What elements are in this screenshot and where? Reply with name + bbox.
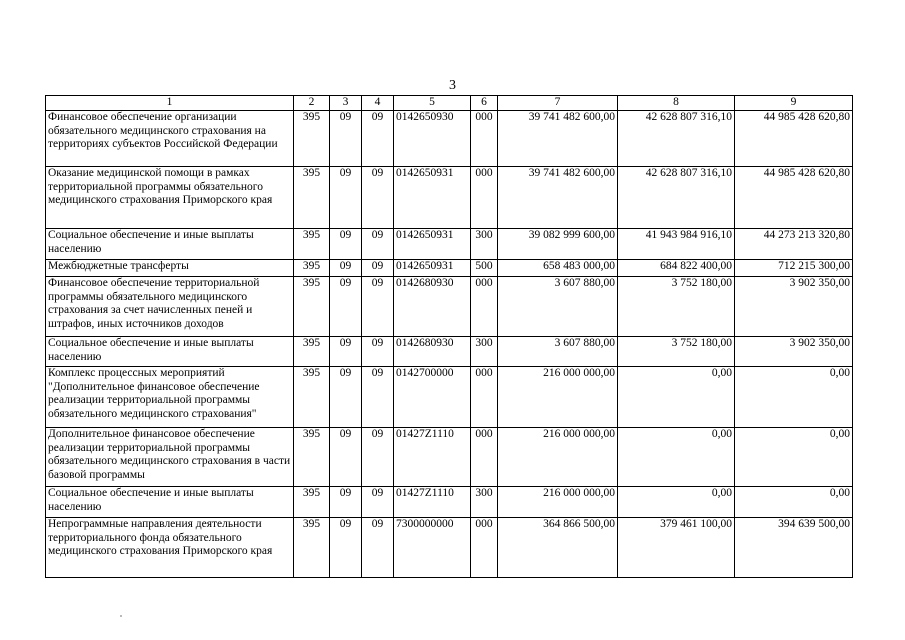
- row-amount-9: 3 902 350,00: [735, 277, 853, 337]
- row-amount-7: 3 607 880,00: [498, 277, 618, 337]
- table-row: [46, 487, 853, 518]
- header-cell: 6: [471, 96, 498, 111]
- row-code-2: 395: [294, 167, 330, 229]
- row-code-2: 395: [294, 260, 330, 277]
- row-code-4: 09: [362, 487, 394, 518]
- row-code-4: 09: [362, 277, 394, 337]
- row-code-2: 395: [294, 367, 330, 428]
- row-code-3: 09: [330, 367, 362, 428]
- row-code-3: 09: [330, 428, 362, 487]
- row-code-2: 395: [294, 487, 330, 518]
- row-code-2: 395: [294, 428, 330, 487]
- table-row: [46, 337, 853, 367]
- row-code-2: 395: [294, 111, 330, 167]
- header-cell: 3: [330, 96, 362, 111]
- row-code-4: 09: [362, 260, 394, 277]
- row-code-3: 09: [330, 229, 362, 260]
- row-code-4: 09: [362, 229, 394, 260]
- scan-speck: [120, 615, 122, 617]
- row-code-6: 000: [471, 367, 498, 428]
- row-name: Оказание медицинской помощи в рамках территориальной программы обязательного медицинского страхования Приморского края: [46, 167, 294, 229]
- row-amount-9: 44 985 428 620,80: [735, 111, 853, 167]
- row-amount-7: 39 082 999 600,00: [498, 229, 618, 260]
- row-code-5: 01427Z1110: [394, 487, 471, 518]
- row-amount-8: 0,00: [618, 367, 735, 428]
- table-row: [46, 428, 853, 487]
- row-name: Дополнительное финансовое обеспечение реализации территориальной программы обязательного медицинского страхования в части базовой программы: [46, 428, 294, 487]
- row-code-3: 09: [330, 277, 362, 337]
- row-code-6: 000: [471, 111, 498, 167]
- row-amount-9: 0,00: [735, 367, 853, 428]
- row-amount-9: 44 273 213 320,80: [735, 229, 853, 260]
- table-row: [46, 518, 853, 578]
- row-code-6: 000: [471, 518, 498, 578]
- row-code-2: 395: [294, 277, 330, 337]
- header-row: [46, 96, 853, 111]
- row-name: Социальное обеспечение и иные выплаты населению: [46, 487, 294, 518]
- row-code-5: 0142650931: [394, 229, 471, 260]
- row-amount-7: 216 000 000,00: [498, 487, 618, 518]
- header-cell: 1: [46, 96, 294, 111]
- row-code-5: 0142650931: [394, 167, 471, 229]
- row-code-4: 09: [362, 337, 394, 367]
- budget-table: [45, 95, 853, 578]
- row-amount-7: 39 741 482 600,00: [498, 167, 618, 229]
- row-amount-7: 658 483 000,00: [498, 260, 618, 277]
- row-code-2: 395: [294, 229, 330, 260]
- table-row: [46, 367, 853, 428]
- row-name: Непрограммные направления деятельности территориального фонда обязательного медицинского страхования Приморского края: [46, 518, 294, 578]
- row-code-6: 000: [471, 167, 498, 229]
- header-cell: 2: [294, 96, 330, 111]
- row-code-5: 0142680930: [394, 277, 471, 337]
- row-amount-9: 394 639 500,00: [735, 518, 853, 578]
- row-amount-9: 44 985 428 620,80: [735, 167, 853, 229]
- header-cell: 4: [362, 96, 394, 111]
- row-amount-8: 0,00: [618, 428, 735, 487]
- row-code-3: 09: [330, 518, 362, 578]
- row-amount-7: 39 741 482 600,00: [498, 111, 618, 167]
- row-name: Социальное обеспечение и иные выплаты населению: [46, 229, 294, 260]
- row-amount-7: 216 000 000,00: [498, 367, 618, 428]
- row-code-3: 09: [330, 260, 362, 277]
- row-code-6: 300: [471, 337, 498, 367]
- row-amount-8: 3 752 180,00: [618, 337, 735, 367]
- row-code-6: 300: [471, 487, 498, 518]
- header-cell: 9: [735, 96, 853, 111]
- row-code-5: 7300000000: [394, 518, 471, 578]
- row-code-4: 09: [362, 518, 394, 578]
- row-code-4: 09: [362, 111, 394, 167]
- row-name: Финансовое обеспечение организации обязательного медицинского страхования на территориях субъектов Российской Федерации: [46, 111, 294, 167]
- row-code-2: 395: [294, 337, 330, 367]
- table-row: [46, 229, 853, 260]
- row-code-2: 395: [294, 518, 330, 578]
- row-code-5: 01427Z1110: [394, 428, 471, 487]
- row-name: Социальное обеспечение и иные выплаты населению: [46, 337, 294, 367]
- row-code-3: 09: [330, 487, 362, 518]
- row-code-3: 09: [330, 337, 362, 367]
- row-code-6: 000: [471, 428, 498, 487]
- row-amount-8: 684 822 400,00: [618, 260, 735, 277]
- row-amount-8: 3 752 180,00: [618, 277, 735, 337]
- row-code-6: 000: [471, 277, 498, 337]
- header-cell: 7: [498, 96, 618, 111]
- row-code-4: 09: [362, 428, 394, 487]
- row-amount-9: 0,00: [735, 428, 853, 487]
- row-amount-8: 42 628 807 316,10: [618, 111, 735, 167]
- row-amount-8: 379 461 100,00: [618, 518, 735, 578]
- row-code-5: 0142700000: [394, 367, 471, 428]
- row-amount-9: 712 215 300,00: [735, 260, 853, 277]
- page-number: 3: [449, 78, 456, 93]
- row-code-3: 09: [330, 167, 362, 229]
- header-cell: 5: [394, 96, 471, 111]
- row-amount-7: 3 607 880,00: [498, 337, 618, 367]
- row-code-6: 500: [471, 260, 498, 277]
- row-name: Межбюджетные трансферты: [46, 260, 294, 277]
- table-row: [46, 277, 853, 337]
- row-amount-8: 0,00: [618, 487, 735, 518]
- row-code-5: 0142650931: [394, 260, 471, 277]
- row-code-3: 09: [330, 111, 362, 167]
- row-code-4: 09: [362, 367, 394, 428]
- row-name: Комплекс процессных мероприятий "Дополнительное финансовое обеспечение реализации территориальной программы обязательного медицинского страхования": [46, 367, 294, 428]
- row-code-6: 300: [471, 229, 498, 260]
- row-amount-8: 41 943 984 916,10: [618, 229, 735, 260]
- row-amount-9: 0,00: [735, 487, 853, 518]
- row-amount-8: 42 628 807 316,10: [618, 167, 735, 229]
- table-row: [46, 260, 853, 277]
- row-amount-7: 216 000 000,00: [498, 428, 618, 487]
- row-amount-7: 364 866 500,00: [498, 518, 618, 578]
- row-amount-9: 3 902 350,00: [735, 337, 853, 367]
- row-name: Финансовое обеспечение территориальной программы обязательного медицинского страхования за счет начисленных пеней и штрафов, иных источников доходов: [46, 277, 294, 337]
- table-row: [46, 111, 853, 167]
- row-code-5: 0142680930: [394, 337, 471, 367]
- row-code-4: 09: [362, 167, 394, 229]
- header-cell: 8: [618, 96, 735, 111]
- table-row: [46, 167, 853, 229]
- row-code-5: 0142650930: [394, 111, 471, 167]
